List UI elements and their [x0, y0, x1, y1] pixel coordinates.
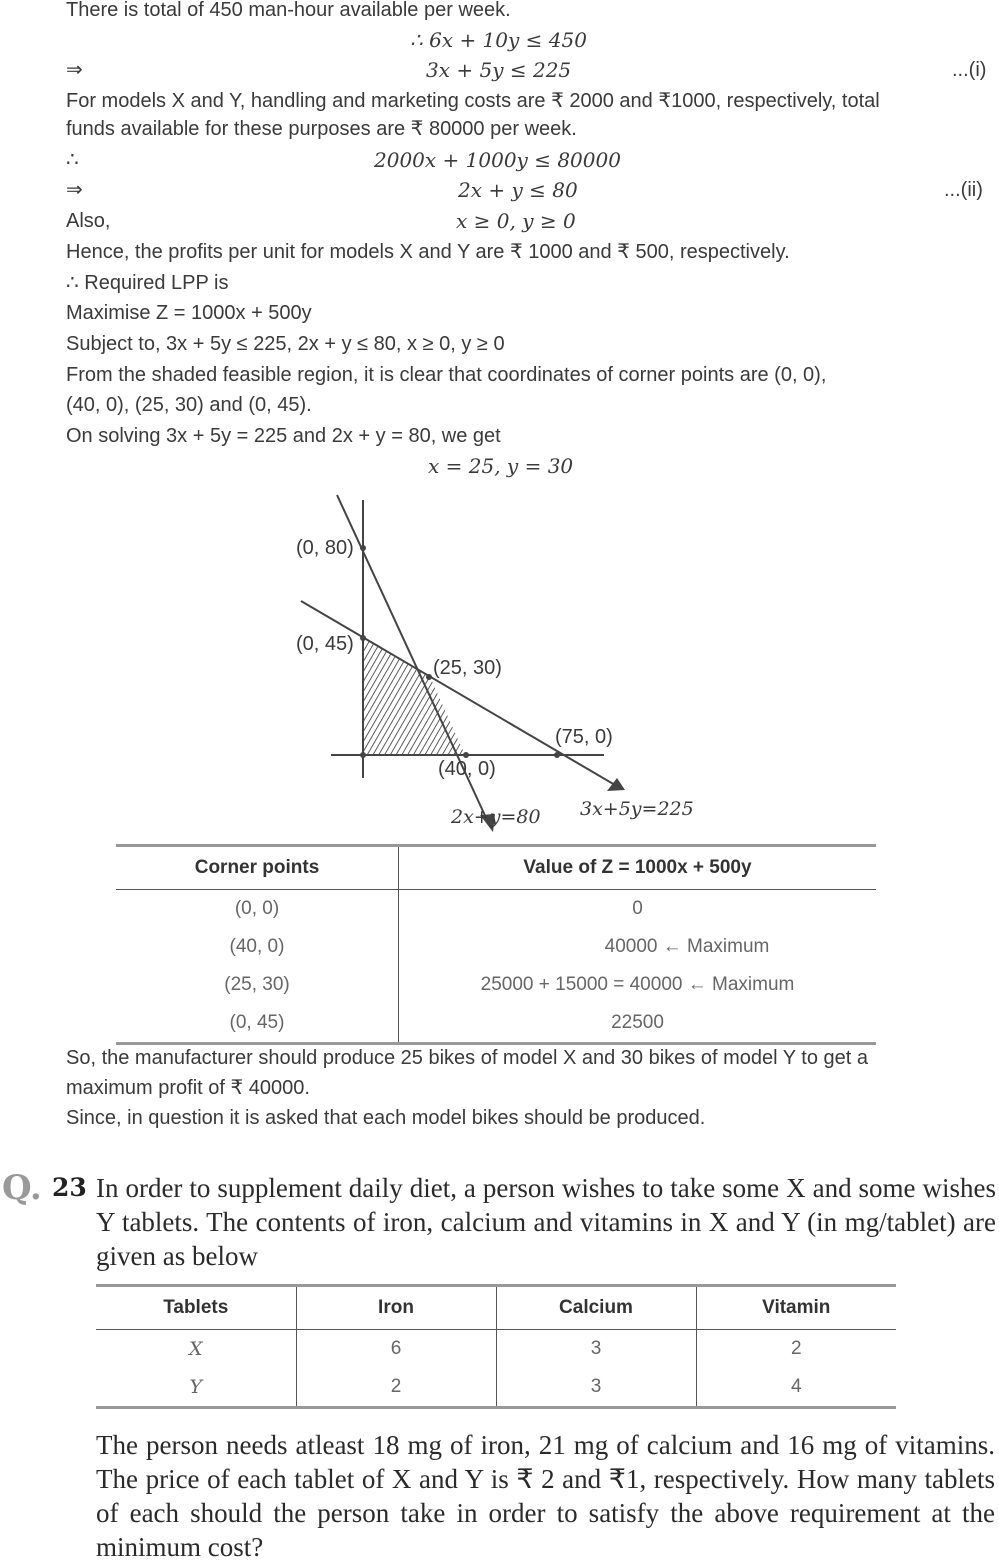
text-line: So, the manufacturer should produce 25 bikes of model X and 30 bikes of model Y to get a: [66, 1047, 868, 1069]
cell: X: [188, 1338, 203, 1360]
therefore: ∴: [66, 149, 79, 171]
equation: ∴ 6x + 10y ≤ 450: [410, 28, 587, 52]
text-line: Hence, the profits per unit for models X and Y are ₹ 1000 and ₹ 500, respectively.: [66, 241, 790, 263]
text-line: Also,: [66, 210, 111, 232]
corner-points-table: [116, 844, 876, 1045]
cell: 25000 + 15000 = 40000 ← Maximum: [399, 966, 877, 1004]
table-row: [116, 890, 876, 929]
text-line: Maximise Z = 1000x + 500y: [66, 302, 312, 324]
table-row: [96, 1368, 896, 1408]
text-line: On solving 3x + 5y = 225 and 2x + y = 80, we get: [66, 425, 501, 447]
cell: 40000 ← Maximum: [399, 928, 877, 966]
text-line: There is total of 450 man-hour available per week.: [66, 0, 511, 21]
point-label: (0, 80): [296, 537, 354, 559]
table-row: [116, 1004, 876, 1044]
question-number: 23: [52, 1173, 87, 1202]
cell: 22500: [399, 1004, 877, 1044]
cell: 4: [696, 1368, 896, 1408]
text-line: (40, 0), (25, 30) and (0, 45).: [66, 394, 312, 416]
arrow-head: [607, 778, 625, 791]
cell: 2: [296, 1368, 496, 1408]
equation: 2000x + 1000y ≤ 80000: [374, 148, 621, 172]
equation: 2x + y ≤ 80: [458, 178, 578, 202]
implies: ⇒: [66, 59, 83, 81]
text-line: funds available for these purposes are ₹ 80000 per week.: [66, 118, 577, 140]
column-header: Value of Z = 1000x + 500y: [399, 846, 877, 890]
text-line: For models X and Y, handling and marketing costs are ₹ 2000 and ₹1000, respectively, total: [66, 90, 880, 112]
cell: 3: [496, 1368, 696, 1408]
equation: x ≥ 0, y ≥ 0: [456, 209, 576, 233]
text-line: From the shaded feasible region, it is clear that coordinates of corner points are (0, 0),: [66, 364, 827, 386]
equation-number: ...(i): [952, 59, 987, 81]
text-line: ∴ Required LPP is: [66, 272, 229, 294]
equation-number: ...(ii): [944, 179, 983, 201]
column-header: Iron: [296, 1286, 496, 1330]
text-line: Subject to, 3x + 5y ≤ 225, 2x + y ≤ 80, x ≥ 0, y ≥ 0: [66, 333, 505, 355]
tablets-table: [96, 1284, 896, 1409]
cell: 0: [399, 890, 877, 929]
table-row: [96, 1330, 896, 1369]
cell: (0, 45): [229, 1012, 285, 1033]
column-header: Tablets: [96, 1286, 296, 1330]
implies: ⇒: [66, 179, 83, 201]
point-label: (25, 30): [433, 657, 502, 679]
equation: x = 25, y = 30: [428, 454, 574, 478]
point-label: (0, 45): [296, 633, 354, 655]
cell: (0, 0): [234, 898, 280, 919]
column-header: Calcium: [496, 1286, 696, 1330]
point-label: (40, 0): [438, 758, 496, 780]
question-paragraph: The person needs atleast 18 mg of iron, 21 mg of calcium and 16 mg of vitamins. The price of each tablet of X and Y is ₹ 2 and ₹1, respectively. How many tablets of each should the person take in order to satisfy the above requirement at the minimum cost?: [96, 1430, 995, 1562]
column-header: Vitamin: [696, 1286, 896, 1330]
cell: (40, 0): [229, 936, 285, 957]
cell: 3: [496, 1330, 696, 1369]
equation: 3x + 5y ≤ 225: [426, 58, 572, 82]
column-header: Corner points: [116, 846, 399, 890]
text-line: maximum profit of ₹ 40000.: [66, 1077, 310, 1099]
text-line: Since, in question it is asked that each model bikes should be produced.: [66, 1107, 706, 1129]
point-label: (75, 0): [555, 726, 613, 748]
cell: Y: [189, 1376, 203, 1398]
question-text: In order to supplement daily diet, a person wishes to take some X and some wishes Y tablets. The contents of iron, calcium and vitamins in X and Y (in mg/tablet) are given as below: [96, 1173, 996, 1271]
question-marker: Q.: [2, 1168, 42, 1208]
line-label: 3x+5y=225: [580, 798, 694, 820]
table-row: [116, 928, 876, 966]
cell: 2: [696, 1330, 896, 1369]
cell: (25, 30): [224, 974, 290, 995]
cell: 6: [296, 1330, 496, 1369]
line-label: 2x+y=80: [451, 806, 541, 828]
table-row: [116, 966, 876, 1004]
